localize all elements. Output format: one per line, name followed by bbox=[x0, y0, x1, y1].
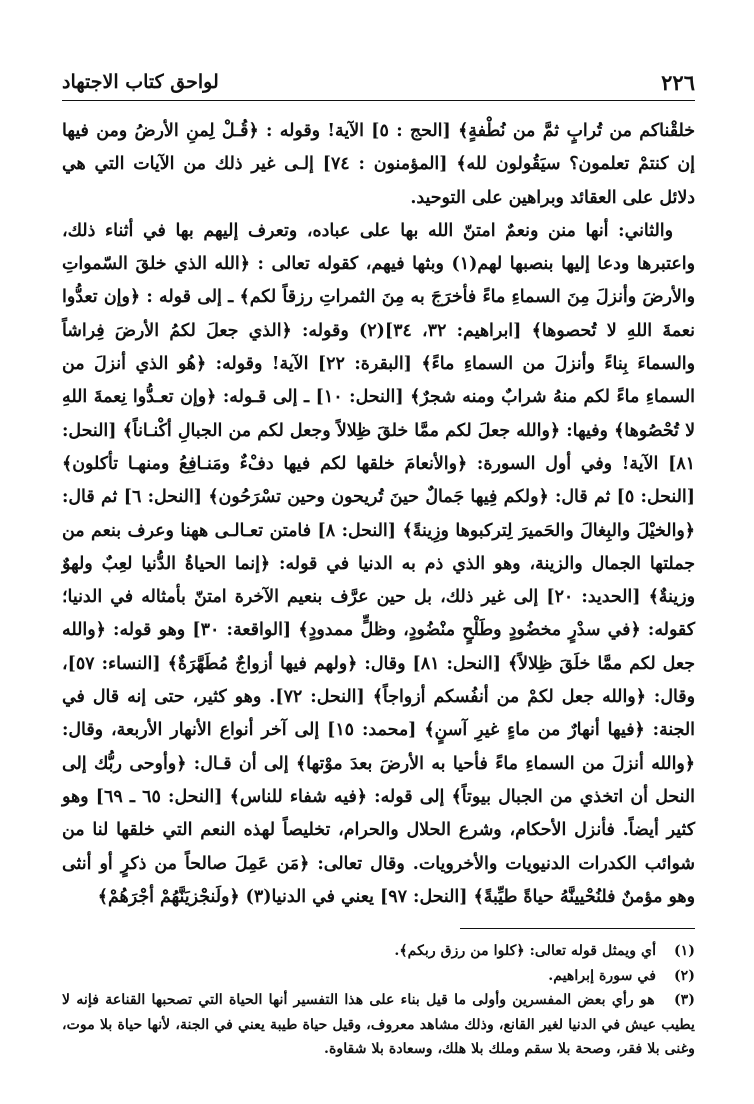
footnote-text: في سورة إبراهيم. bbox=[548, 967, 657, 984]
footnote bbox=[62, 988, 695, 1062]
footnote-divider bbox=[460, 928, 695, 929]
book-page bbox=[62, 66, 695, 1062]
page-number: ٢٢٦ bbox=[661, 70, 695, 95]
footnote-number: (٣) bbox=[673, 992, 695, 1009]
footnote bbox=[62, 964, 695, 989]
main-text bbox=[62, 115, 695, 914]
paragraph: خلقْناكم من تُرابٍ ثمَّ من نُطْفةٍ﴾ [الحج : ٥] الآية! وقوله : ﴿قُـلْ لِمنِ الأرضُ ومن فيها إن كنتمْ تعلمون؟ سيَقُولون لله﴾ [المؤمنون : ٧٤] إلـى غير ذلك من الآيات التي هي دلائل على العقائد وبراهين على التوحيد. bbox=[62, 121, 696, 208]
paragraph: والثاني: أنها منن ونعمٌ امتنّ الله بها على عباده، وتعرف إليهم بها في أثناء ذلك، واعتبرها ودعا إليها بنصبها لهم(١) وبثها فيهم، كقوله تعالى : ﴿الله الذي خلقَ السّمواتِ والأرضَ وأنزلَ مِنَ السماءِ ماءً فأخرَجَ به مِنَ الثمراتِ رزقاً لكم﴾ ـ إلى قوله : ﴿وإن تعدُّوا نعمةَ اللهِ لا تُحصوها﴾ [ابراهيم: ٣٢، ٣٤](٢) وقوله: ﴿الذي جعلَ لكمُ الأرضَ فِراشاً والسماءَ بِناءً وأنزلَ من السماءِ ماءً﴾ [البقرة: ٢٢] الآية! وقوله: ﴿هُو الذي أنزلَ من السماءِ ماءً لكم منهُ شرابٌ ومنه شجرٌ﴾ [النحل: ١٠] ـ إلى قـوله: ﴿وإن تعـدُّوا نِعمةَ اللهِ لا تُحْصُوها﴾ وفيها: ﴿والله جعلَ لكم ممَّا خلقَ ظِلالاً وجعل لكم من الجبالِ أكْنـاناً﴾ [النحل: ٨١] الآية! وفي أول السورة: ﴿والأنعامَ خلقها لكم فيها دفْءٌ ومَنـافِعُ ومنهـا تأكلون﴾ [النحل: ٥] ثم قال: ﴿ولكم فِيها جَمالٌ حينَ تُريحون وحين تسْرَحُون﴾ [النحل: ٦] ثم قال: ﴿والخيْلَ والبِغالَ والحَميرَ لِتركبوها وزِينةً﴾ [النحل: ٨] فامتن تعـالـى ههنا وعرف بنعم من جملتها الجمال والزينة، وهو الذي ذم به الدنيا في قوله: ﴿إنما الحياةُ الدُّنيا لعِبٌ ولهوٌ وزينةٌ﴾ [الحديد: ٢٠] إلى غير ذلك، بل حين عرَّف بنعيم الآخرة امتنّ بأمثاله في الدنيا؛ كقوله: ﴿في سدْرٍ مخضُودٍ وطَلْحٍ منْضُودٍ، وظلٍّ ممدودٍ﴾ [الواقعة: ٣٠] وهو قوله: ﴿والله جعل لكم ممَّا خلَقَ ظِلالاً﴾ [النحل: ٨١] وقال: ﴿ولهم فيها أزواجٌ مُطَهَّرَةٌ﴾ [النساء: ٥٧]، وقال: ﴿والله جعل لكمْ من أنفُسكم أزواجاً﴾ [النحل: ٧٢]. وهو كثير، حتى إنه قال في الجنة: ﴿فيها أنهارٌ من ماءٍ غيرِ آسنٍ﴾ [محمد: ١٥] إلى آخر أنواع الأنهار الأربعة، وقال: ﴿والله أنزلَ من السماءِ ماءً فأحيا به الأرضَ بعدَ موْتها﴾ إلى أن قـال: ﴿وأوحى ربُّك إلى النحل أن اتخذي من الجبال بيوتاً﴾ إلى قوله: ﴿فيه شفاء للناس﴾ [النحل: ٦٥ ـ ٦٩] وهو كثير أيضاً. فأنزل الأحكام، وشرع الحلال والحرام، تخليصاً لهذه النعم التي خلقها لنا من شوائب الكدرات الدنيويات والأخرويات. وقال تعالى: ﴿مَن عَمِلَ صالحاً من ذكرٍ أو أنثى وهو مؤمنٌ فلنُحْيينَّهُ حياةً طيِّبةً﴾ [النحل: ٩٧] يعني في الدنيا(٣) ﴿ولَنجْزيَنَّهُمْ أجْرَهُمْ﴾ bbox=[62, 220, 696, 907]
page-header bbox=[62, 66, 695, 101]
running-title: لواحق كتاب الاجتهاد bbox=[62, 71, 219, 93]
footnote-text: هو رأي بعض المفسرين وأولى ما قيل بناء على هذا التفسير أنها الحياة التي تصحبها القناعة فإنه لا يطيب عيش في الدنيا لغير القانع، وذلك مشاهد معروف، وقيل حياة طيبة يعني في الجنة، لأنها حياة بلا موت، وغنى بلا فقر، وصحة بلا سقم وملك بلا هلك، وسعادة بلا شقاوة. bbox=[62, 992, 695, 1058]
footnotes bbox=[62, 939, 695, 1062]
footnote-number: (١) bbox=[673, 943, 695, 960]
footnote bbox=[62, 939, 695, 964]
footnote-number: (٢) bbox=[673, 967, 695, 984]
footnote-text: أي ويمثل قوله تعالى: ﴿كلوا من رزق ربكم﴾. bbox=[394, 943, 657, 960]
